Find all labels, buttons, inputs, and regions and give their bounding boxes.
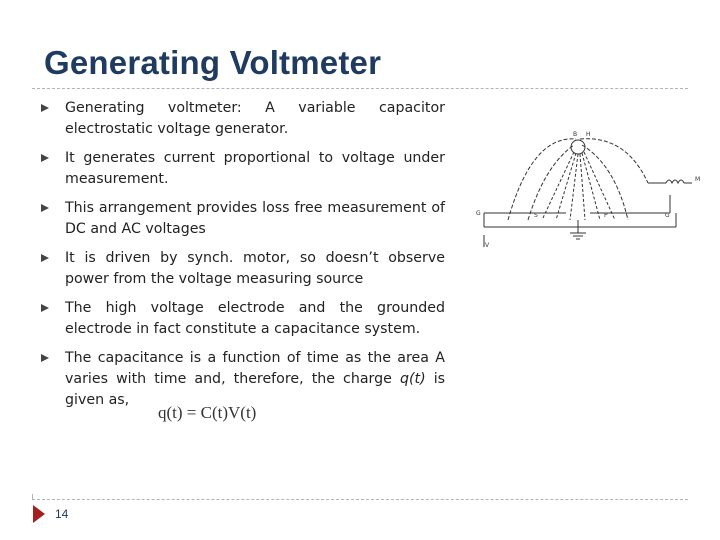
bullet-icon [40,253,50,263]
title-divider [32,88,688,89]
bullet-icon [40,303,50,313]
label-b: B [573,131,578,138]
bullet-icon [40,153,50,163]
bullet-text: The capacitance is a function of time as the area A varies with time and, therefore, the charge [65,350,445,387]
charge-variable: q(t) [399,371,426,387]
bullet-item [40,248,445,290]
bullet-text: It generates current proportional to voltage under measurement. [65,150,445,187]
bullet-text: This arrangement provides loss free measurement of DC and AC voltages [65,200,445,237]
charge-formula: q(t) = C(t)V(t) [158,403,257,422]
bullet-icon [40,103,50,113]
page-number: 14 [55,507,69,521]
bullet-text: Generating voltmeter: A variable capacitor electrostatic voltage generator. [65,100,445,137]
label-s: S [534,212,538,219]
slide-title: Generating Voltmeter [44,44,382,81]
label-g-left: G [476,210,481,217]
label-g-right: G [665,212,670,219]
bullet-item [40,98,445,140]
bullet-item [40,198,445,240]
footer-divider [32,499,688,500]
label-v: V [485,242,490,249]
bullet-icon [40,203,50,213]
label-m: M [695,176,701,183]
bullet-list [40,98,445,411]
page-arrow-icon [33,505,45,523]
label-p: P [604,212,608,219]
label-h: H [586,131,591,138]
bullet-text: The high voltage electrode and the grounded electrode in fact constitute a capacitance system. [65,300,445,337]
bullet-item [40,148,445,190]
generating-voltmeter-diagram [470,125,710,260]
bullet-item [40,348,445,411]
bullet-text: It is driven by synch. motor, so doesn’t observe power from the voltage measuring source [65,250,445,287]
bullet-icon [40,353,50,363]
bullet-text-tail: is given as, [65,371,446,408]
bullet-item [40,298,445,340]
